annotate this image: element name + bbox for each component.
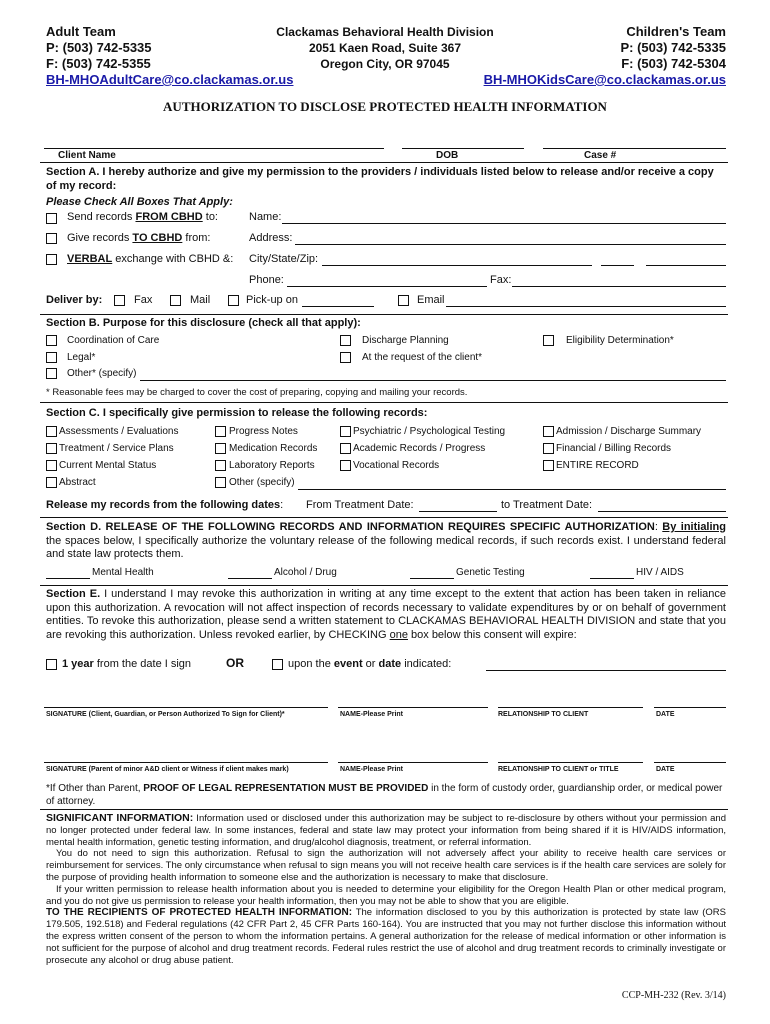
deliver-pickup-label: Pick-up on: [246, 294, 298, 306]
alcohol-drug-initial-field[interactable]: [228, 578, 272, 579]
send-records-checkbox[interactable]: [46, 213, 57, 224]
city-field[interactable]: [322, 265, 592, 266]
case-number-field[interactable]: [543, 148, 726, 149]
discharge-label: Discharge Planning: [362, 335, 449, 346]
give-records-label: Give records TO CBHD from:: [67, 232, 211, 244]
mental-health-initial-field[interactable]: [46, 578, 90, 579]
address-field[interactable]: [295, 244, 726, 245]
deliver-email-checkbox[interactable]: [398, 295, 409, 306]
record-checkbox[interactable]: [340, 426, 351, 437]
divider: [40, 314, 728, 315]
children-team-email-link[interactable]: BH-MHOKidsCare@co.clackamas.or.us: [483, 72, 726, 87]
section-e-text: Section E. I understand I may revoke this authorization in writing at any time except to the extent that action has been taken in reliance upon this authorization. A revocation will not affect inspection of records necessary to validate expenditures by or on behalf of government entities. To revoke this authorization, please send a written statement to CLACKAMAS BEHAVIORAL HEALTH DIVISION and state that you are revoking this authorization. Unless revoked earlier, by CHECKING one box below this consent will expire:: [46, 588, 726, 641]
eligibility-checkbox[interactable]: [543, 335, 554, 346]
pickup-date-field[interactable]: [302, 306, 374, 307]
record-label: Medication Records: [229, 443, 318, 454]
divider: [40, 585, 728, 586]
mental-health-label: Mental Health: [92, 567, 154, 578]
client-signature-field[interactable]: [44, 707, 328, 708]
divider: [40, 162, 728, 163]
record-label: Progress Notes: [229, 426, 298, 437]
adult-team-phone: P: (503) 742-5335: [46, 40, 152, 55]
record-checkbox[interactable]: [215, 426, 226, 437]
event-date-field[interactable]: [486, 670, 726, 671]
record-label: Treatment / Service Plans: [59, 443, 174, 454]
other-records-field[interactable]: [298, 489, 726, 490]
one-year-label: 1 year from the date I sign: [62, 658, 192, 670]
phone-label: Phone:: [249, 274, 284, 286]
hiv-aids-label: HIV / AIDS: [636, 567, 684, 578]
client-relationship-field[interactable]: [498, 707, 643, 708]
name-field[interactable]: [282, 223, 726, 224]
event-date-checkbox[interactable]: [272, 659, 283, 670]
significant-information: SIGNIFICANT INFORMATION: Information used or disclosed under this authorization may be subject to re-disclosure by others without your permission and no longer protected under federal law. In some instances, federal and state law may protect your information from being shared if it is HIV/AIDS information, mental health information, genetic testing information, and drug/alcohol diagnosis, treatment, or referral information. You do not need to sign this authorization. Refusal to sign the authorization will not adversely affect your ability to receive health care services or reimbursement for services. The only circumstance when refusal to sign means you will not receive health care services is if the health care services are solely for the purpose of providing health information to someone else and the authorization is necessary to make that disclosure. If your written permission to release health information about you is needed to determine your eligibility for the Oregon Health Plan or other medical program, and you do not give us permission to release your health information, then you may not be able to show that you are eligible. TO THE RECIPIENTS OF PROTECTED HEALTH INFORMATION: The information disclosed to you by this authorization is protected by state law (ORS 179.505, 192.518) and Federal regulations (42 CFR Part 2, 45 CFR Parts 160-164). You are instructed that you may not further disclose this information without the express written consent of the person to whom the information pertains. A general authorization for the release of medical information or other information is not sufficient for the purpose of alcohol and drug treatment records. Federal rules restrict the use of alcohol and drug treatment records to criminally investigate or prosecute any alcohol or drug abuse patient.: [46, 812, 726, 966]
record-checkbox[interactable]: [46, 426, 57, 437]
print-name-label: NAME-Please Print: [340, 766, 404, 773]
record-label: Other (specify): [229, 477, 295, 488]
division-title: Clackamas Behavioral Health Division: [276, 25, 494, 39]
record-checkbox[interactable]: [543, 460, 554, 471]
legal-checkbox[interactable]: [46, 352, 57, 363]
record-label: Academic Records / Progress: [353, 443, 486, 454]
deliver-by-label: Deliver by:: [46, 294, 103, 306]
city-state-zip-label: City/State/Zip:: [249, 253, 319, 265]
deliver-email-label: Email: [417, 294, 445, 306]
record-label: Abstract: [59, 477, 96, 488]
deliver-fax-checkbox[interactable]: [114, 295, 125, 306]
adult-team-fax: F: (503) 742-5355: [46, 56, 151, 71]
name-label: Name:: [249, 211, 282, 223]
record-label: Current Mental Status: [59, 460, 157, 471]
divider: [40, 517, 728, 518]
client-print-name-field[interactable]: [338, 707, 488, 708]
deliver-mail-checkbox[interactable]: [170, 295, 181, 306]
client-date-field[interactable]: [654, 707, 726, 708]
witness-relationship-field[interactable]: [498, 762, 643, 763]
section-a-heading: Section A. I hereby authorize and give my permission to the providers / individuals listed below to release and/or receive a copy of my record:: [46, 166, 714, 192]
section-b-heading: Section B. Purpose for this disclosure (check all that apply):: [46, 317, 361, 329]
or-label: OR: [226, 656, 244, 670]
to-date-field[interactable]: [598, 511, 726, 512]
from-date-field[interactable]: [419, 511, 497, 512]
give-records-checkbox[interactable]: [46, 233, 57, 244]
fax-field[interactable]: [512, 286, 726, 287]
adult-team-email-link[interactable]: BH-MHOAdultCare@co.clackamas.or.us: [46, 72, 294, 87]
dob-label: DOB: [436, 150, 459, 161]
section-d-text: Section D. RELEASE OF THE FOLLOWING RECORDS AND INFORMATION REQUIRES SPECIFIC AUTHORIZATION: By initialing the spaces below, I specifically authorize the voluntary release of the following medical records, if such records exist. I understand federal and state law protects them.: [46, 521, 726, 560]
event-date-label: upon the event or date indicated:: [288, 658, 452, 670]
one-year-checkbox[interactable]: [46, 659, 57, 670]
genetic-testing-initial-field[interactable]: [410, 578, 454, 579]
date-label: DATE: [656, 711, 675, 718]
fax-label: Fax:: [490, 274, 512, 286]
other-purpose-label: Other* (specify): [67, 368, 137, 379]
record-label: Laboratory Reports: [229, 460, 315, 471]
record-checkbox[interactable]: [46, 477, 57, 488]
record-label: ENTIRE RECORD: [556, 460, 639, 471]
state-field[interactable]: [601, 265, 634, 266]
record-checkbox[interactable]: [46, 443, 57, 454]
from-date-label: From Treatment Date:: [306, 499, 414, 511]
witness-signature-field[interactable]: [44, 762, 328, 763]
legal-label: Legal*: [67, 352, 96, 363]
divider: [40, 402, 728, 403]
adult-team-title: Adult Team: [46, 24, 116, 39]
verbal-exchange-label: VERBAL exchange with CBHD &:: [67, 253, 234, 265]
record-checkbox[interactable]: [543, 426, 554, 437]
case-number-label: Case #: [584, 150, 617, 161]
other-purpose-field[interactable]: [140, 380, 726, 381]
deliver-pickup-checkbox[interactable]: [228, 295, 239, 306]
genetic-testing-label: Genetic Testing: [456, 567, 525, 578]
other-purpose-checkbox[interactable]: [46, 368, 57, 379]
record-label: Vocational Records: [353, 460, 440, 471]
relationship-label: RELATIONSHIP TO CLIENT: [498, 711, 589, 718]
email-field[interactable]: [446, 306, 726, 307]
record-label: Financial / Billing Records: [556, 443, 672, 454]
check-all-label: Please Check All Boxes That Apply:: [46, 196, 233, 208]
relationship-label: RELATIONSHIP TO CLIENT or TITLE: [498, 766, 619, 773]
deliver-mail-label: Mail: [190, 294, 211, 306]
verbal-exchange-checkbox[interactable]: [46, 254, 57, 265]
address-label: Address:: [249, 232, 293, 244]
phone-field[interactable]: [287, 286, 487, 287]
zip-field[interactable]: [646, 265, 726, 266]
record-checkbox[interactable]: [543, 443, 554, 454]
signature-label: SIGNATURE (Parent of minor A&D client or Witness if client makes mark): [46, 766, 289, 773]
eligibility-label: Eligibility Determination*: [566, 335, 674, 346]
to-date-label: to Treatment Date:: [501, 499, 593, 511]
dob-field[interactable]: [402, 148, 524, 149]
record-label: Psychiatric / Psychological Testing: [353, 426, 506, 437]
alcohol-drug-label: Alcohol / Drug: [274, 567, 337, 578]
record-checkbox[interactable]: [340, 443, 351, 454]
client-name-field[interactable]: [44, 148, 384, 149]
fees-footnote: * Reasonable fees may be charged to cover the cost of preparing, copying and mailing your records.: [46, 387, 468, 398]
coordination-checkbox[interactable]: [46, 335, 57, 346]
record-checkbox[interactable]: [215, 460, 226, 471]
client-request-checkbox[interactable]: [340, 352, 351, 363]
send-records-label: Send records FROM CBHD to:: [67, 211, 218, 223]
client-name-label: Client Name: [58, 150, 116, 161]
print-name-label: NAME-Please Print: [340, 711, 404, 718]
division-city: Oregon City, OR 97045: [320, 57, 450, 71]
hiv-aids-initial-field[interactable]: [590, 578, 634, 579]
coordination-label: Coordination of Care: [67, 335, 160, 346]
record-checkbox[interactable]: [215, 477, 226, 488]
form-number: CCP-MH-232 (Rev. 3/14): [621, 990, 726, 1001]
deliver-fax-label: Fax: [134, 294, 153, 306]
section-c-heading: Section C. I specifically give permission to release the following records:: [46, 407, 428, 419]
divider: [40, 809, 728, 810]
discharge-checkbox[interactable]: [340, 335, 351, 346]
signature-label: SIGNATURE (Client, Guardian, or Person Authorized To Sign for Client)*: [46, 711, 285, 718]
record-checkbox[interactable]: [340, 460, 351, 471]
record-label: Admission / Discharge Summary: [556, 426, 702, 437]
record-label: Assessments / Evaluations: [59, 426, 179, 437]
witness-print-name-field[interactable]: [338, 762, 488, 763]
release-dates-label: Release my records from the following dates:: [46, 499, 284, 511]
record-checkbox[interactable]: [46, 460, 57, 471]
children-team-title: Children's Team: [626, 24, 726, 39]
division-address: 2051 Kaen Road, Suite 367: [308, 41, 462, 55]
legal-representation-note: *If Other than Parent, PROOF OF LEGAL REPRESENTATION MUST BE PROVIDED in the form of custody order, guardianship order, or medical power of attorney.: [46, 783, 723, 807]
document-title: AUTHORIZATION TO DISCLOSE PROTECTED HEALTH INFORMATION: [163, 99, 607, 114]
children-team-phone: P: (503) 742-5335: [620, 40, 726, 55]
record-checkbox[interactable]: [215, 443, 226, 454]
children-team-fax: F: (503) 742-5304: [621, 56, 726, 71]
client-request-label: At the request of the client*: [362, 352, 483, 363]
witness-date-field[interactable]: [654, 762, 726, 763]
date-label: DATE: [656, 766, 675, 773]
